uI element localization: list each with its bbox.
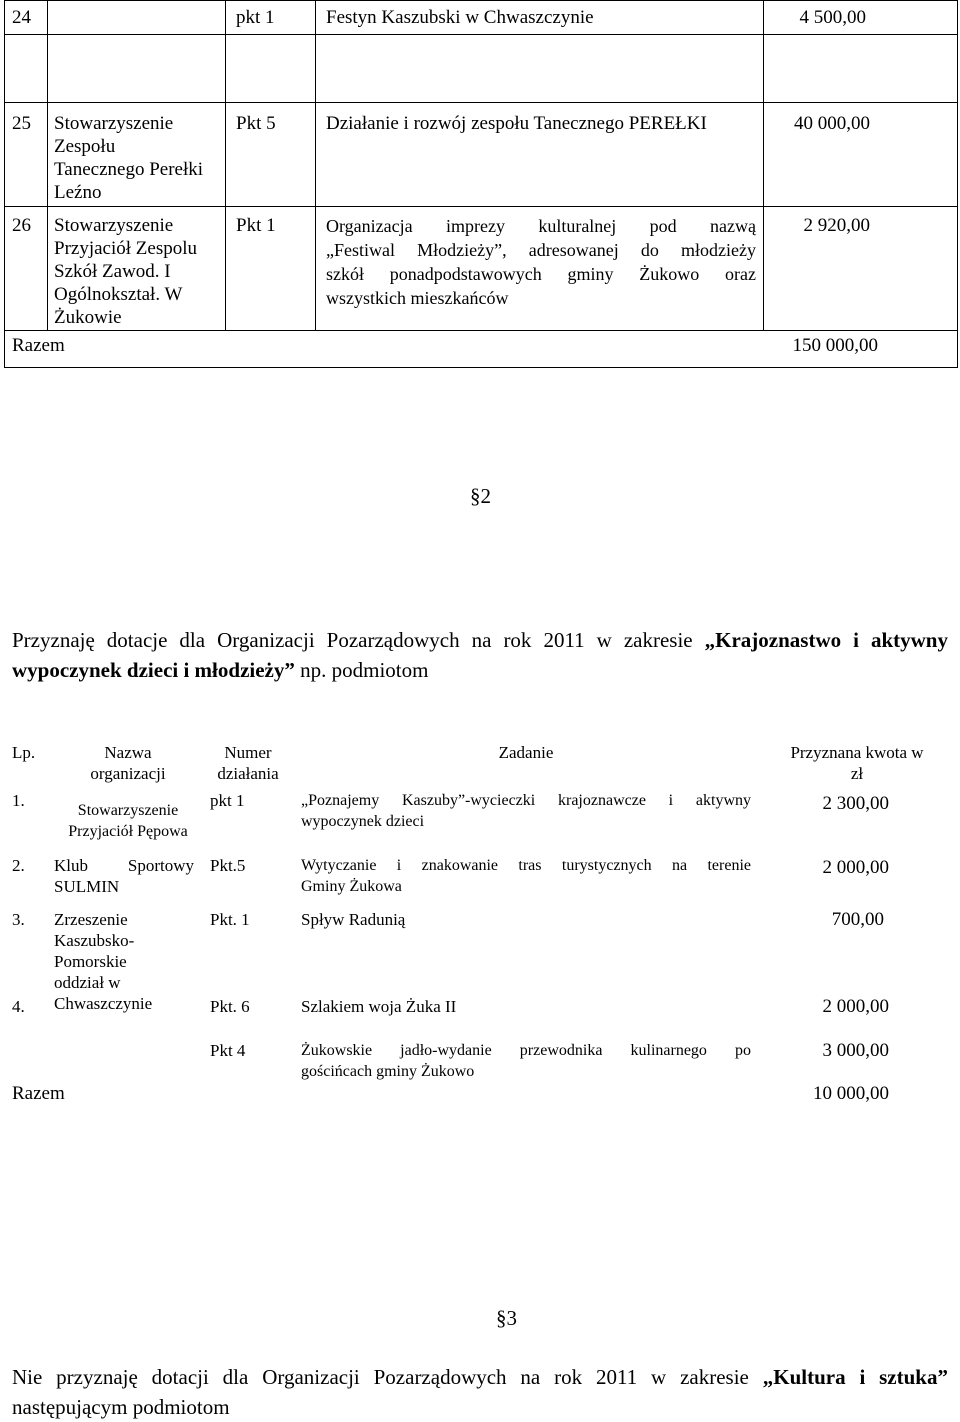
table-cell-lp: 25 — [12, 113, 31, 134]
paragraph-bold-text: „Krajoznastwo i aktywny wypoczynek dzieci i młodzieży” — [12, 628, 948, 682]
section-symbol: § — [496, 1306, 507, 1330]
total-amount: 150 000,00 — [792, 335, 878, 356]
column-header-nazwa: Nazwa organizacji — [90, 743, 166, 783]
table-cell-pkt: Pkt 5 — [236, 113, 276, 134]
section-heading — [470, 484, 491, 509]
table-cell-kwota: 2 300,00 — [822, 793, 889, 814]
table-cell-pkt: pkt 1 — [236, 7, 275, 28]
column-header-numer: Numer działania — [217, 743, 279, 783]
table-cell-kwota: 2 920,00 — [803, 215, 870, 236]
total-amount: 10 000,00 — [813, 1083, 889, 1104]
section-paragraph — [12, 625, 948, 685]
table-cell-kwota: 4 500,00 — [799, 7, 866, 28]
paragraph-text: Przyznaję dotacje dla Organizacji Pozarządowych na rok 2011 w zakresie — [12, 628, 705, 652]
paragraph-bold-text: „Kultura i sztuka” — [762, 1365, 948, 1389]
table-cell-lp: 1. — [12, 791, 25, 810]
table-cell-zadanie: „Poznajemy Kaszuby”-wycieczki krajoznawcze i aktywny wypoczynek dzieci — [301, 792, 751, 830]
table-cell-pkt: Pkt. 1 — [210, 910, 250, 929]
paragraph-text: Nie przyznaję dotacji dla Organizacji Pozarządowych na rok 2011 w zakresie — [12, 1365, 763, 1389]
table-cell-zadanie: Festyn Kaszubski w Chwaszczynie — [326, 7, 594, 28]
section-number: 3 — [506, 1306, 517, 1330]
table-cell-zadanie: Żukowskie jadło-wydanie przewodnika kulinarnego po gościńcach gminy Żukowo — [301, 1042, 751, 1080]
table-cell-organization: Stowarzyszenie Zespołu Tanecznego Perełki Leźno — [54, 113, 204, 203]
table-cell-lp: 4. — [12, 997, 25, 1016]
table-cell-kwota: 40 000,00 — [794, 113, 870, 134]
table-cell-organization: Zrzeszenie Kaszubsko- Pomorskie oddział w Chwaszczynie — [54, 910, 153, 1013]
table-cell-lp: 3. — [12, 910, 25, 929]
table-cell-zadanie: Organizacja imprezy kulturalnej pod nazwą „Festiwal Młodzieży”, adresowanej do młodzieży szkół ponadpodstawowych gminy Żukowo oraz wszystkich mieszkańców — [326, 216, 756, 308]
column-header-lp: Lp. — [12, 743, 36, 762]
section-number: 2 — [480, 484, 491, 508]
total-label: Razem — [12, 335, 65, 356]
column-header-zadanie: Zadanie — [498, 743, 554, 762]
table-cell-zadanie: Działanie i rozwój zespołu Tanecznego PEREŁKI — [326, 113, 707, 134]
table-cell-organization: Stowarzyszenie Przyjaciół Zespolu Szkół Zawod. I Ogólnokształ. W Żukowie — [54, 215, 197, 328]
table-cell-kwota: 2 000,00 — [822, 857, 889, 878]
table-cell-kwota: 3 000,00 — [822, 1040, 889, 1061]
table-cell-zadanie: Spływ Radunią — [301, 910, 406, 929]
table-cell-lp: 2. — [12, 856, 25, 875]
table-cell-organization: Stowarzyszenie Przyjaciół Pępowa — [68, 802, 188, 840]
table-cell-pkt: Pkt 1 — [236, 215, 276, 236]
section-paragraph — [12, 1362, 948, 1422]
section-heading — [496, 1306, 517, 1331]
total-label: Razem — [12, 1083, 65, 1104]
table-cell-pkt: Pkt 4 — [210, 1041, 246, 1060]
table-cell-pkt: Pkt.5 — [210, 856, 246, 875]
table-cell-kwota: 2 000,00 — [822, 996, 889, 1017]
column-header-kwota: Przyznana kwota w zł — [790, 743, 924, 783]
table-cell-zadanie: Szlakiem woja Żuka II — [301, 997, 457, 1016]
paragraph-tail: np. podmiotom — [294, 658, 429, 682]
paragraph-tail: następującym podmiotom — [12, 1395, 230, 1419]
table-cell-lp: 26 — [12, 215, 31, 236]
table-cell-pkt: pkt 1 — [210, 791, 245, 810]
table-cell-organization: Klub Sportowy SULMIN — [54, 856, 194, 896]
table-cell-kwota: 700,00 — [831, 909, 884, 930]
table-cell-zadanie: Wytyczanie i znakowanie tras turystycznych na terenie Gminy Żukowa — [301, 857, 751, 895]
table-cell-lp: 24 — [12, 7, 31, 28]
table-cell-pkt: Pkt. 6 — [210, 997, 250, 1016]
section-symbol: § — [470, 484, 481, 508]
